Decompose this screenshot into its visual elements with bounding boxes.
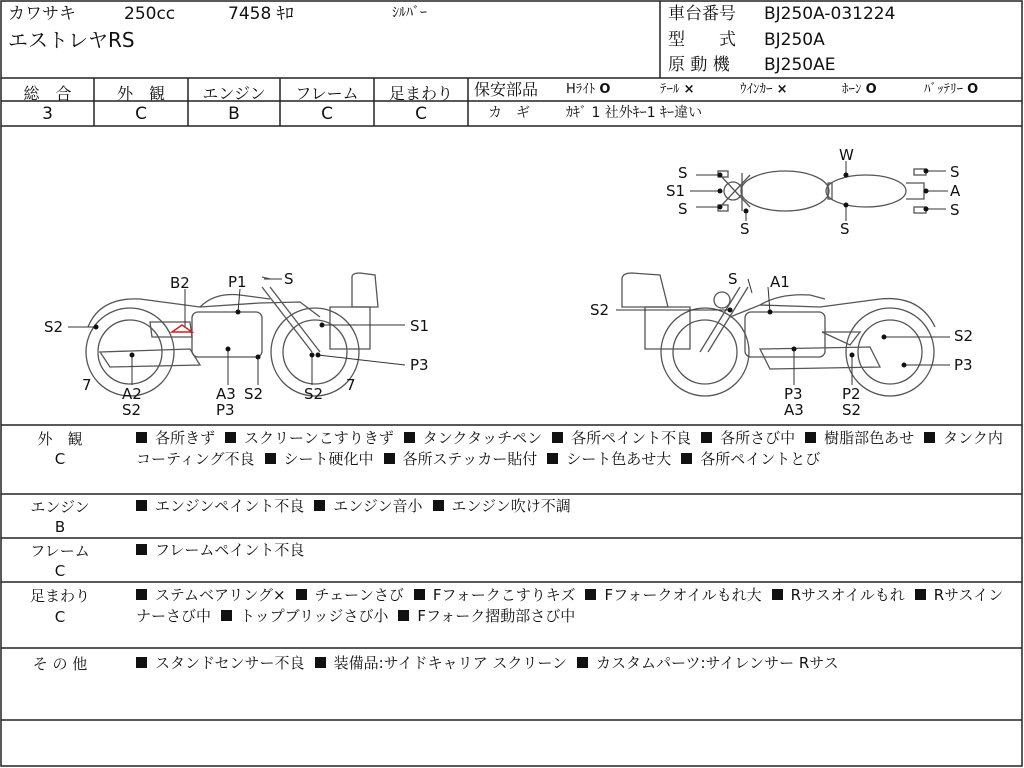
diagram-label: S1 xyxy=(666,182,686,200)
defect-text: Fフォーク摺動部さび中 xyxy=(417,607,576,625)
defect-item xyxy=(314,497,422,515)
grade-frame-label: フレーム xyxy=(295,84,359,103)
defect-text: トップブリッジさび小 xyxy=(240,607,389,625)
defect-text: 各所きず xyxy=(155,429,216,447)
defect-text: エンジン音小 xyxy=(333,497,423,515)
diagram-label: A3 xyxy=(216,385,236,403)
grade-total-value: 3 xyxy=(42,104,53,124)
section-items xyxy=(136,428,1016,470)
diagram-label: A2 xyxy=(122,385,142,403)
defect-item xyxy=(805,429,914,447)
diagram-label: S2 xyxy=(122,401,142,419)
engine-value: BJ250AE xyxy=(764,55,836,75)
defect-text: スクリーンこすりきず xyxy=(244,429,394,447)
defect-text: Fフォークこすりキズ xyxy=(432,586,576,604)
diagram-label: S2 xyxy=(954,327,974,345)
defect-text: フレームペイント不良 xyxy=(155,541,305,559)
defect-text: エンジンペイント不良 xyxy=(155,497,305,515)
defect-text: 各所ペイントとび xyxy=(700,450,821,468)
section-title: エンジン xyxy=(30,498,90,516)
section-title: フレーム xyxy=(30,542,90,560)
square-bullet-icon xyxy=(136,589,147,600)
defect-item xyxy=(398,607,575,625)
section-items xyxy=(136,585,1016,627)
section-title: 外 観 xyxy=(37,430,83,448)
diagram-label: 7 xyxy=(82,376,92,394)
square-bullet-icon xyxy=(136,432,147,443)
top-view-drawing xyxy=(718,169,926,213)
damage-dots xyxy=(94,169,929,368)
motorcycle-diagram xyxy=(0,127,1022,424)
square-bullet-icon xyxy=(136,657,147,668)
grade-engine-label: エンジン xyxy=(202,84,266,103)
safety-item-winker: ｳｲﾝｶｰ × xyxy=(740,82,788,97)
grade-frame-value: C xyxy=(321,104,333,124)
section-grade: B xyxy=(54,518,66,536)
displacement: 250cc xyxy=(124,4,176,24)
type-value: BJ250A xyxy=(764,30,825,50)
diagram-label: S xyxy=(740,220,750,238)
defect-item xyxy=(225,429,394,447)
frame-no: BJ250A-031224 xyxy=(764,4,896,24)
defect-item xyxy=(136,429,215,447)
defect-text: Rサスインナーさび中 xyxy=(136,586,1004,625)
safety-item-headlight: Hﾗｲﾄ O xyxy=(566,82,611,97)
section-items xyxy=(136,496,1016,517)
defect-item xyxy=(547,450,671,468)
right-side-view-drawing xyxy=(622,270,935,396)
diagram-label: S xyxy=(840,220,850,238)
defect-item xyxy=(552,429,691,447)
diagram-label: S xyxy=(678,200,688,218)
type-label: 型 式 xyxy=(668,30,736,50)
section-grade: C xyxy=(54,450,66,468)
square-bullet-icon xyxy=(924,432,935,443)
diagram-label: A1 xyxy=(770,273,790,291)
diagram-label: A xyxy=(950,182,961,200)
grade-suspension-label: 足まわり xyxy=(388,84,453,103)
grade-suspension-value: C xyxy=(415,104,427,124)
defect-text: タンク内コーティング不良 xyxy=(136,429,1003,468)
square-bullet-icon xyxy=(384,453,395,464)
square-bullet-icon xyxy=(404,432,415,443)
diagram-label: S xyxy=(728,270,738,288)
defect-item xyxy=(296,586,404,604)
key-label: カ ギ xyxy=(488,105,530,121)
diagram-label: S1 xyxy=(410,317,430,335)
defect-text: 各所さび中 xyxy=(720,429,796,447)
mileage: 7458 ｷﾛ xyxy=(228,4,294,24)
defect-text: 樹脂部色あせ xyxy=(824,429,915,447)
square-bullet-icon xyxy=(547,453,558,464)
square-bullet-icon xyxy=(805,432,816,443)
section-items xyxy=(136,540,1016,561)
safety-item-horn: ﾎｰﾝ O xyxy=(842,82,877,97)
diagram-label: S xyxy=(950,163,960,181)
square-bullet-icon xyxy=(915,589,926,600)
defect-text: タンクタッチペン xyxy=(422,429,543,447)
section-grade: C xyxy=(54,608,66,626)
square-bullet-icon xyxy=(136,500,147,511)
engine-label: 原 動 機 xyxy=(668,55,730,75)
square-bullet-icon xyxy=(221,610,232,621)
defect-text: シート硬化中 xyxy=(283,450,374,468)
defect-text: 各所ペイント不良 xyxy=(571,429,692,447)
defect-text: ステムベアリング× xyxy=(155,586,286,604)
defect-item xyxy=(585,586,761,604)
square-bullet-icon xyxy=(433,500,444,511)
square-bullet-icon xyxy=(265,453,276,464)
defect-item xyxy=(772,586,905,604)
model-name: エストレヤRS xyxy=(8,28,135,52)
section-title: 足まわり xyxy=(29,587,90,605)
diagram-label: W xyxy=(839,146,854,164)
defect-item xyxy=(136,586,286,604)
color: ｼﾙﾊﾞｰ xyxy=(392,5,427,21)
square-bullet-icon xyxy=(225,432,236,443)
section-title: そ の 他 xyxy=(32,655,88,673)
defect-text: シート色あせ大 xyxy=(566,450,672,468)
diagram-label: S2 xyxy=(590,301,610,319)
defect-text: 装備品:サイドキャリア スクリーン xyxy=(333,654,568,672)
square-bullet-icon xyxy=(398,610,409,621)
diagram-label: 7 xyxy=(346,376,356,394)
defect-item xyxy=(404,429,542,447)
defect-text: Fフォークオイルもれ大 xyxy=(604,586,762,604)
diagram-label: P3 xyxy=(410,356,429,374)
defect-item xyxy=(136,541,304,559)
diagram-label: S2 xyxy=(244,385,264,403)
diagram-label: P3 xyxy=(216,401,235,419)
diagram-label: B2 xyxy=(170,274,190,292)
section-grade: C xyxy=(54,562,66,580)
highlight-mark xyxy=(172,325,192,332)
defect-item xyxy=(681,450,820,468)
defect-item xyxy=(136,654,305,672)
square-bullet-icon xyxy=(315,657,326,668)
diagram-label: P3 xyxy=(954,356,973,374)
frame-no-label: 車台番号 xyxy=(668,4,736,24)
defect-item xyxy=(577,654,839,672)
diagram-label: P1 xyxy=(228,273,247,291)
square-bullet-icon xyxy=(552,432,563,443)
grade-exterior-value: C xyxy=(135,104,147,124)
diagram-label: S2 xyxy=(44,318,64,336)
defect-text: Rサスオイルもれ xyxy=(790,586,905,604)
safety-item-battery: ﾊﾞｯﾃﾘｰ O xyxy=(924,82,979,97)
diagram-label: S xyxy=(950,201,960,219)
defect-item xyxy=(433,497,571,515)
square-bullet-icon xyxy=(314,500,325,511)
square-bullet-icon xyxy=(701,432,712,443)
square-bullet-icon xyxy=(681,453,692,464)
grade-exterior-label: 外 観 xyxy=(116,84,165,103)
defect-text: 各所ステッカー貼付 xyxy=(402,450,538,468)
diagram-label: S xyxy=(678,164,688,182)
defect-text: カスタムパーツ:サイレンサー Rサス xyxy=(596,654,839,672)
defect-item xyxy=(265,450,374,468)
defect-item xyxy=(414,586,576,604)
grade-engine-value: B xyxy=(228,104,240,124)
square-bullet-icon xyxy=(772,589,783,600)
section-items xyxy=(136,653,1016,674)
leader-lines xyxy=(68,161,950,385)
diagram-label: S xyxy=(284,270,294,288)
defect-item xyxy=(136,497,304,515)
diagram-label: P3 xyxy=(784,385,803,403)
defect-item xyxy=(701,429,795,447)
maker: カワサキ xyxy=(8,4,76,24)
diagram-label: P2 xyxy=(842,385,861,403)
left-side-view-drawing xyxy=(86,270,378,396)
defect-item xyxy=(384,450,538,468)
defect-item xyxy=(221,607,388,625)
key-value: ｶｷﾞ 1 社外ｷｰ1 ｷｰ違い xyxy=(566,105,703,121)
safety-item-tail: ﾃｰﾙ × xyxy=(660,82,695,97)
square-bullet-icon xyxy=(136,544,147,555)
square-bullet-icon xyxy=(414,589,425,600)
grade-total-label: 総 合 xyxy=(23,84,72,103)
diagram-label: A3 xyxy=(784,401,804,419)
square-bullet-icon xyxy=(585,589,596,600)
square-bullet-icon xyxy=(296,589,307,600)
diagram-label: S2 xyxy=(842,401,862,419)
safety-label: 保安部品 xyxy=(474,80,539,99)
defect-text: スタンドセンサー不良 xyxy=(155,654,305,672)
defect-text: エンジン吹け不調 xyxy=(451,497,571,515)
square-bullet-icon xyxy=(577,657,588,668)
defect-text: チェーンさび xyxy=(314,586,404,604)
defect-item xyxy=(315,654,567,672)
diagram-label: S2 xyxy=(304,385,324,403)
